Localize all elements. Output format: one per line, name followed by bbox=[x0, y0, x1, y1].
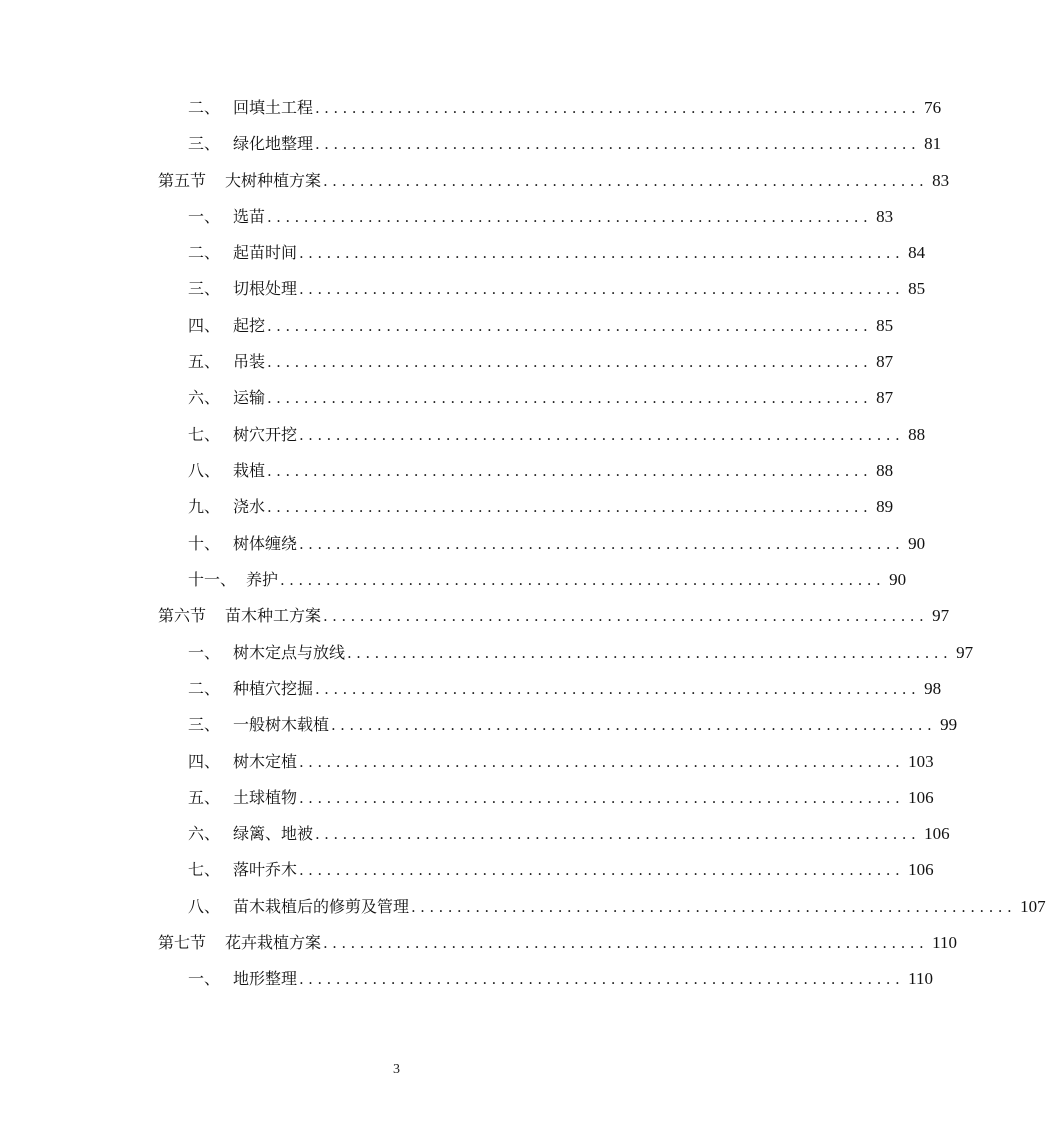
toc-section-title: 花卉栽植方案 bbox=[225, 933, 322, 952]
toc-entry[interactable] bbox=[188, 750, 934, 774]
toc-entry-page: 99 bbox=[940, 715, 958, 734]
toc-entry-number: 十一、 bbox=[188, 570, 237, 589]
toc-section-page: 110 bbox=[932, 933, 957, 952]
toc-entry-title: 浇水 bbox=[233, 497, 266, 516]
toc-entry-page: 88 bbox=[908, 425, 926, 444]
toc-entry-title: 绿化地整理 bbox=[233, 134, 314, 153]
toc-entry-number: 一、 bbox=[188, 969, 221, 988]
dot-leader: .................................................................. bbox=[299, 970, 905, 988]
toc-entry[interactable] bbox=[188, 241, 926, 265]
toc-entry-page: 84 bbox=[908, 243, 926, 262]
toc-entry-page: 90 bbox=[889, 570, 907, 589]
toc-entry[interactable] bbox=[188, 822, 950, 846]
toc-entry-number: 五、 bbox=[188, 788, 221, 807]
dot-leader: .................................................................. bbox=[299, 426, 905, 444]
toc-section[interactable] bbox=[158, 931, 957, 955]
toc-section-number: 第七节 bbox=[158, 933, 207, 952]
toc-entry-title: 落叶乔木 bbox=[233, 860, 298, 879]
toc-entry[interactable] bbox=[188, 314, 894, 338]
toc-entry-page: 88 bbox=[876, 461, 894, 480]
dot-leader: .................................................................. bbox=[299, 535, 905, 553]
toc-entry-page: 83 bbox=[876, 207, 894, 226]
toc-entry-title: 绿篱、地被 bbox=[233, 824, 314, 843]
toc-entry[interactable] bbox=[188, 132, 942, 156]
toc-entry-page: 81 bbox=[924, 134, 942, 153]
toc-entry-page: 106 bbox=[924, 824, 950, 843]
toc-entry[interactable] bbox=[188, 641, 974, 665]
toc-entry-number: 七、 bbox=[188, 860, 221, 879]
dot-leader: .................................................................. bbox=[299, 280, 905, 298]
toc-entry-title: 种植穴挖掘 bbox=[233, 679, 314, 698]
toc-entry-number: 十、 bbox=[188, 534, 221, 553]
toc-entry-title: 栽植 bbox=[233, 461, 266, 480]
toc-entry-title: 运输 bbox=[233, 388, 266, 407]
toc-entry[interactable] bbox=[188, 713, 958, 737]
toc-entry-page: 97 bbox=[956, 643, 974, 662]
toc-entry-title: 回填土工程 bbox=[233, 98, 314, 117]
toc-entry-title: 起苗时间 bbox=[233, 243, 298, 262]
dot-leader: .................................................................. bbox=[267, 498, 873, 516]
toc-entry-page: 110 bbox=[908, 969, 933, 988]
toc-section[interactable] bbox=[158, 604, 950, 628]
toc-entry-number: 三、 bbox=[188, 134, 221, 153]
toc-section-number: 第五节 bbox=[158, 171, 207, 190]
toc-entry-number: 一、 bbox=[188, 207, 221, 226]
toc-entry-page: 87 bbox=[876, 388, 894, 407]
toc-entry[interactable] bbox=[188, 423, 926, 447]
toc-section-title: 苗木种工方案 bbox=[225, 606, 322, 625]
toc-entry[interactable] bbox=[188, 350, 894, 374]
toc-entry-page: 106 bbox=[908, 860, 934, 879]
toc-entry-number: 三、 bbox=[188, 279, 221, 298]
toc-entry-title: 养护 bbox=[246, 570, 279, 589]
toc-entry-page: 103 bbox=[908, 752, 934, 771]
toc-entry-title: 树穴开挖 bbox=[233, 425, 298, 444]
toc-entry[interactable] bbox=[188, 459, 894, 483]
toc-entry[interactable] bbox=[188, 386, 894, 410]
dot-leader: .................................................................. bbox=[299, 244, 905, 262]
toc-entry-title: 树木定植 bbox=[233, 752, 298, 771]
toc-entry-number: 八、 bbox=[188, 897, 221, 916]
toc-entry-title: 地形整理 bbox=[233, 969, 298, 988]
toc-entry[interactable] bbox=[188, 858, 934, 882]
toc-entry-page: 89 bbox=[876, 497, 894, 516]
dot-leader: .................................................................. bbox=[267, 353, 873, 371]
toc-entry-title: 树体缠绕 bbox=[233, 534, 298, 553]
toc-entry[interactable] bbox=[188, 967, 933, 991]
toc-section-page: 97 bbox=[932, 606, 950, 625]
toc-entry-page: 76 bbox=[924, 98, 942, 117]
toc-entry-title: 树木定点与放线 bbox=[233, 643, 346, 662]
toc-entry-number: 一、 bbox=[188, 643, 221, 662]
toc-entry-title: 土球植物 bbox=[233, 788, 298, 807]
toc-entry-number: 二、 bbox=[188, 98, 221, 117]
toc-entry-title: 切根处理 bbox=[233, 279, 298, 298]
toc-section[interactable] bbox=[158, 169, 950, 193]
dot-leader: .................................................................. bbox=[299, 789, 905, 807]
toc-entry-title: 一般树木载植 bbox=[233, 715, 330, 734]
dot-leader: .................................................................. bbox=[323, 934, 929, 952]
toc-entry[interactable] bbox=[188, 96, 942, 120]
toc-entry-number: 六、 bbox=[188, 388, 221, 407]
toc-entry[interactable] bbox=[188, 495, 894, 519]
dot-leader: .................................................................. bbox=[323, 607, 929, 625]
toc-entry[interactable] bbox=[188, 277, 926, 301]
toc-entry[interactable] bbox=[188, 532, 926, 556]
toc-entry-number: 三、 bbox=[188, 715, 221, 734]
toc-entry-page: 107 bbox=[1020, 897, 1046, 916]
dot-leader: .................................................................. bbox=[280, 571, 886, 589]
toc-entry[interactable] bbox=[188, 786, 934, 810]
toc-entry-number: 二、 bbox=[188, 243, 221, 262]
toc-entry-number: 二、 bbox=[188, 679, 221, 698]
dot-leader: .................................................................. bbox=[411, 898, 1017, 916]
toc-entry-title: 吊装 bbox=[233, 352, 266, 371]
toc-entry[interactable] bbox=[188, 568, 907, 592]
toc-entry-page: 98 bbox=[924, 679, 942, 698]
dot-leader: .................................................................. bbox=[267, 462, 873, 480]
toc-entry-number: 九、 bbox=[188, 497, 221, 516]
toc-entry[interactable] bbox=[188, 205, 894, 229]
toc-entry-page: 85 bbox=[876, 316, 894, 335]
dot-leader: .................................................................. bbox=[299, 753, 905, 771]
toc-entry-number: 六、 bbox=[188, 824, 221, 843]
toc-section-page: 83 bbox=[932, 171, 950, 190]
toc-section-number: 第六节 bbox=[158, 606, 207, 625]
dot-leader: .................................................................. bbox=[331, 716, 937, 734]
dot-leader: .................................................................. bbox=[299, 861, 905, 879]
toc-entry-page: 87 bbox=[876, 352, 894, 371]
dot-leader: .................................................................. bbox=[267, 389, 873, 407]
dot-leader: .................................................................. bbox=[315, 680, 921, 698]
toc-entry[interactable] bbox=[188, 895, 1046, 919]
toc-entry-number: 四、 bbox=[188, 316, 221, 335]
dot-leader: .................................................................. bbox=[315, 135, 921, 153]
dot-leader: .................................................................. bbox=[315, 825, 921, 843]
toc-entry-title: 苗木栽植后的修剪及管理 bbox=[233, 897, 410, 916]
toc-entry-page: 90 bbox=[908, 534, 926, 553]
toc-entry-page: 106 bbox=[908, 788, 934, 807]
page-number: 3 bbox=[393, 1062, 400, 1077]
toc-entry[interactable] bbox=[188, 677, 942, 701]
toc-entry-number: 五、 bbox=[188, 352, 221, 371]
dot-leader: .................................................................. bbox=[323, 172, 929, 190]
toc-entry-title: 起挖 bbox=[233, 316, 266, 335]
dot-leader: .................................................................. bbox=[267, 317, 873, 335]
dot-leader: .................................................................. bbox=[347, 644, 953, 662]
toc-entry-number: 八、 bbox=[188, 461, 221, 480]
toc-section-title: 大树种植方案 bbox=[225, 171, 322, 190]
dot-leader: .................................................................. bbox=[267, 208, 873, 226]
toc-entry-number: 七、 bbox=[188, 425, 221, 444]
toc-entry-number: 四、 bbox=[188, 752, 221, 771]
toc-entry-page: 85 bbox=[908, 279, 926, 298]
dot-leader: .................................................................. bbox=[315, 99, 921, 117]
toc-entry-title: 选苗 bbox=[233, 207, 266, 226]
